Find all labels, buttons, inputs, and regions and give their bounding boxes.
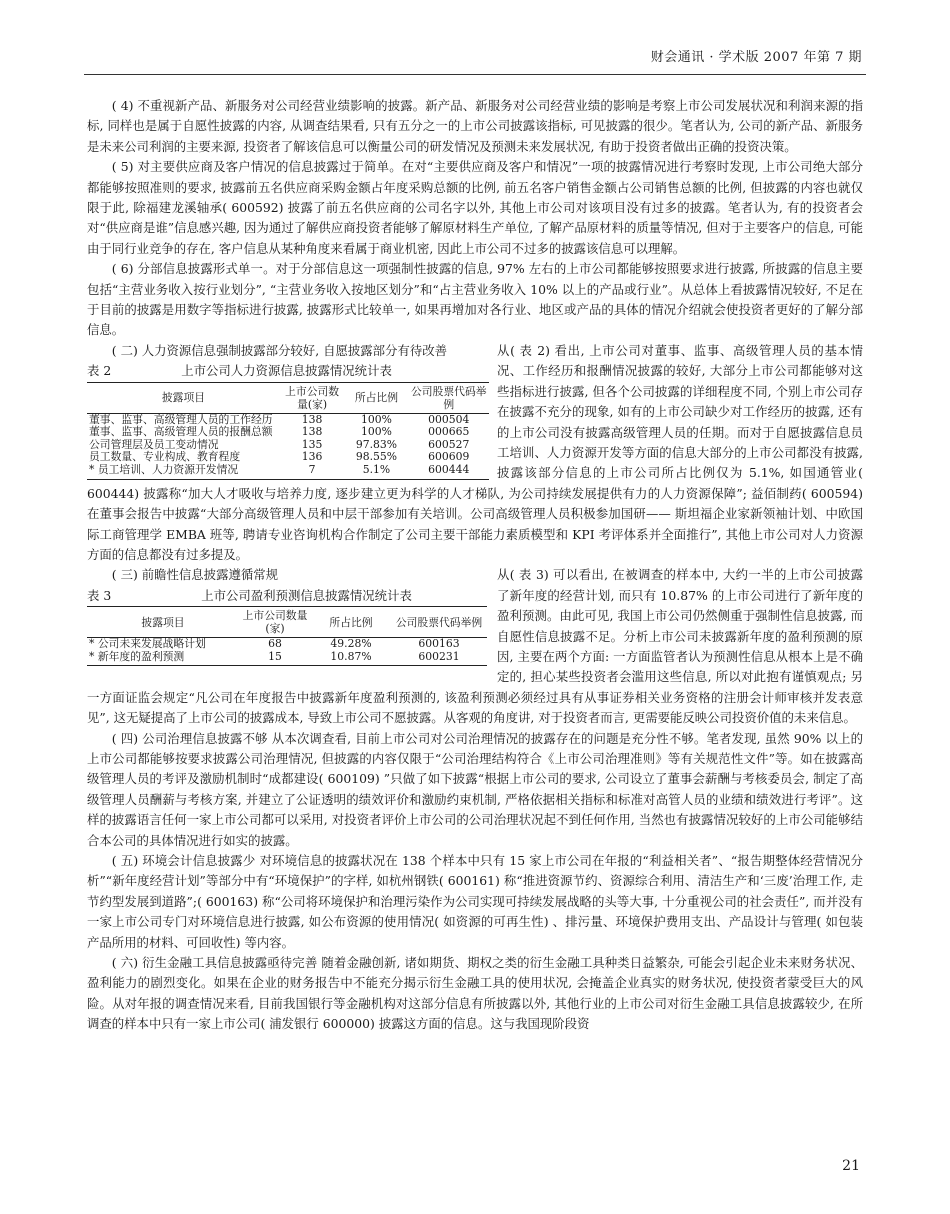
table-cell: 董事、监事、高级管理人员的报酬总额	[89, 425, 273, 439]
table-cell: 97.83%	[355, 437, 397, 451]
table-row	[87, 651, 487, 666]
table-cell: 公司管理层及员工变动情况	[89, 437, 219, 451]
table-cell: 49.28%	[330, 637, 372, 651]
table-cell: 10.87%	[311, 651, 391, 666]
table-cell: 600527	[428, 437, 470, 451]
table-cell: 7	[280, 464, 344, 479]
table-cell: * 新年度的盈利预测	[87, 651, 239, 666]
table-3-caption	[87, 586, 487, 606]
table-2-caption	[87, 361, 489, 381]
table-row	[87, 638, 487, 651]
table-2-header-item: 披露项目	[87, 382, 280, 413]
table-cell: 100%	[360, 412, 392, 426]
section-5: ( 五) 环境会计信息披露少 对环境信息的披露状况在 138 个样本中只有 15 家上市公司在年报的“利益相关者”、“报告期整体经营情况分析”“新年度经营计划”等部分中有“环境保护”的字样, 如杭州钢铁( 600161) 称“推进资源节约、资源综合利用、清洁生产和‘三废’治理工作, 走节约型发展到道路”;( 600163) 称“公司将环境保护和治理污染作为公司实现可持续发展战略的头等大事, 十分重视公司的社会责任”, 而并没有一家上市公司专门对环境信息进行披露, 如公布资源的使用情况( 如资源的可再生性) 、排污量、环境保护费用支出、产品设计与管理( 如包装产品所用的材料、可回收性) 等内容。	[87, 853, 863, 950]
table-cell: 138	[301, 412, 323, 426]
table-cell: 138	[301, 425, 323, 439]
table-3-header-item: 披露项目	[87, 607, 239, 638]
table-3-label: 表 3	[87, 587, 112, 603]
header-rule	[84, 74, 866, 75]
table-cell: 15	[239, 651, 311, 666]
table-3-title: 上市公司盈利预测信息披露情况统计表	[201, 587, 412, 603]
running-header: 财会通讯 · 学术版 2007 年第 7 期	[650, 50, 862, 65]
table-2-block	[87, 361, 489, 479]
section-2-heading: ( 二) 人力资源信息强制披露部分较好, 自愿披露部分有待改善	[111, 342, 447, 358]
section-4: ( 四) 公司治理信息披露不够 从本次调查看, 目前上市公司对公司治理情况的披露存在的问题是充分性不够。笔者发现, 虽然 90% 以上的上市公司都能够按要求披露公司治理情况, 但披露的内容仅限于“公司治理结构符合《上市公司治理准则》等有关规范性文件”等。如在披露高级管理人员的考评及激励机制时“成都建设( 600109) ”只做了如下披露“根据上市公司的要求, 公司设立了董事会薪酬与考核委员会, 制定了高级管理人员酬薪与考核方案, 并建立了公证透明的绩效评价和激励约束机制, 严格依据相关指标和标准对高管人员的业绩和绩效进行考评”。这样的披露语言任何一家上市公司都可以采用, 对投资者评价上市公司的公司治理状况起不到任何作用, 当然也有披露情况较好的上市公司能够结合本公司的具体情况进行如实的披露。	[87, 730, 863, 848]
table-cell: 5.1%	[344, 464, 408, 479]
table-cell: 100%	[360, 425, 392, 439]
table-3-header-ratio: 所占比例	[311, 607, 391, 638]
table-2-header-count: 上市公司数量(家)	[280, 382, 344, 413]
table-3-header-count: 上市公司数量(家)	[239, 607, 311, 638]
table-cell: 600444	[409, 464, 489, 479]
table-cell: 600163	[418, 637, 460, 651]
table-cell: 000504	[428, 412, 470, 426]
section-6: ( 六) 衍生金融工具信息披露亟待完善 随着金融创新, 诸如期货、期权之类的衍生金融工具种类日益繁杂, 可能会引起企业未来财务状况、盈利能力的剧烈变化。如果在企业的财务报告中不能充分揭示衍生金融工具的使用状况, 会掩盖企业真实的财务状况, 使投资者蒙受巨大的风险。从对年报的调查情况来看, 目前我国银行等金融机构对这部分信息有所披露以外, 其他行业的上市公司对衍生金融工具信息披露较少, 在所调查的样本中只有一家上市公司( 浦发银行 600000) 披露这方面的信息。这与我国现阶段资	[87, 955, 863, 1032]
article-body	[87, 96, 863, 1035]
table-row	[87, 426, 489, 439]
table-3-block	[87, 586, 487, 667]
table-cell: * 公司未来发展战略计划	[89, 637, 206, 651]
table-2	[87, 382, 489, 480]
table-cell: * 员工培训、人力资源开发情况	[87, 464, 280, 479]
table-2-header-ratio: 所占比例	[344, 382, 408, 413]
section-2-text: 从( 表 2) 看出, 上市公司对董事、监事、高级管理人员的基本情况、工作经历和报酬情况披露的较好, 大部分上市公司都能够对这些指标进行披露, 但各个公司披露的详细程度不同, 个别上市公司存在披露不充分的现象, 如有的上市公司缺少对工作经历的披露, 还有的上市公司没有披露高级管理人员的任期。而对于自愿披露信息员工培训、人力资源开发等方面的信息大部分的上市公司都没有披露, 披露该部分信息的上市公司所占比例仅为 5.1%, 如国通管业( 600444) 披露称“加大人才吸收与培养力度, 逐步建立更为科学的人才梯队, 为公司持续发展提供有力的人力资源保障”; 益佰制药( 600594) 在董事会报告中披露“大部分高级管理人员和中层干部参加有关培训。公司高级管理人员积极参加国研—— 斯坦福企业家新领袖计划、中欧国际工商管理学 EMBA 班等, 聘请专业咨询机构合作制定了公司主要干部能力素质模型和 KPI 考评体系并全面推行”, 其他上市公司对人力资源方面的信息都没有过多提及。	[87, 342, 863, 562]
table-3-header-row	[87, 607, 487, 638]
paragraph-6: ( 6) 分部信息披露形式单一。对于分部信息这一项强制性披露的信息, 97% 左右的上市公司都能够按照要求进行披露, 所披露的信息主要包括“主营业务收入按行业划分”, “主营业务收入按地区划分”和“占主营业务收入 10% 以上的产品或行业”。从总体上看披露情况较好, 不足在于目前的披露是用数字等指标进行披露, 披露形式比较单一, 如果再增加对各行业、地区或产品的具体的情况介绍就会使投资者更好的了解分部信息。	[87, 261, 863, 338]
table-cell: 68	[268, 637, 282, 651]
section-3-text: 从( 表 3) 可以看出, 在被调查的样本中, 大约一半的上市公司披露了新年度的经营计划, 而只有 10.87% 的上市公司进行了新年度的盈利预测。由此可见, 我国上市公司仍然侧重于强制性信息披露, 而自愿性信息披露不足。分析上市公司未披露新年度的盈利预测的原因, 主要在两个方面: 一方面监管者认为预测性信息从根本上是不确定的, 担心某些投资者会滥用这些信息, 所以对此抱有谨慎观点; 另一方面证监会规定“凡公司在年度报告中披露新年度盈利预测的, 该盈利预测必须经过具有从事证券相关业务资格的注册会计师审核并发表意见”, 这无疑提高了上市公司的披露成本, 导致上市公司不愿披露。从客观的角度讲, 对于投资者而言, 更需要能反映公司投资价值的未来信息。	[87, 567, 863, 726]
table-3-header-code: 公司股票代码举例	[391, 607, 487, 638]
paragraph-4: ( 4) 不重视新产品、新服务对公司经营业绩影响的披露。新产品、新服务对公司经营业绩的影响是考察上市公司发展状况和利润来源的指标, 同样也是属于自愿性披露的内容, 从调查结果看, 只有五分之一的上市公司披露该指标, 可见披露的很少。笔者认为, 公司的新产品、新服务是未来公司利润的主要来源, 投资者了解该信息可以衡量公司的研发情况及预测未来发展状况, 有助于投资者做出正确的投资决策。	[87, 98, 863, 154]
table-cell: 000665	[428, 425, 470, 439]
table-cell: 员工数量、专业构成、教育程度	[89, 450, 241, 464]
table-cell: 98.55%	[355, 450, 397, 464]
table-2-label: 表 2	[87, 363, 112, 379]
paragraph-5: ( 5) 对主要供应商及客户情况的信息披露过于简单。在对“主要供应商及客户和情况”一项的披露情况进行考察时发现, 上市公司绝大部分都能够按照准则的要求, 披露前五名供应商采购金额占年度采购总额的比例, 前五名客户销售金额占公司销售总额的比例, 但披露的内容也就仅限于此, 除福建龙溪轴承( 600592) 披露了前五名供应商的公司名字以外, 其他上市公司对该项目没有过多的披露。笔者认为, 有的投资者会对“供应商是谁”信息感兴趣, 因为通过了解供应商投资者能够了解原材料生产单位, 了解产品原材料的质量等情况, 但对于主要客户的信息, 可能由于同行业竞争的存在, 客户信息从某种角度来看属于商业机密, 因此上市公司不过多的披露该信息可以理解。	[87, 159, 863, 256]
page-number: 21	[842, 1158, 860, 1174]
table-row	[87, 464, 489, 479]
table-cell: 董事、监事、高级管理人员的工作经历	[89, 412, 273, 426]
table-2-title: 上市公司人力资源信息披露情况统计表	[181, 363, 392, 379]
table-2-header-row	[87, 382, 489, 413]
section-3-heading: ( 三) 前瞻性信息披露遵循常规	[111, 567, 279, 583]
table-3	[87, 606, 487, 666]
table-cell: 600231	[391, 651, 487, 666]
table-cell: 136	[301, 450, 323, 464]
table-2-header-code: 公司股票代码举例	[409, 382, 489, 413]
table-cell: 600609	[428, 450, 470, 464]
table-cell: 135	[301, 437, 323, 451]
